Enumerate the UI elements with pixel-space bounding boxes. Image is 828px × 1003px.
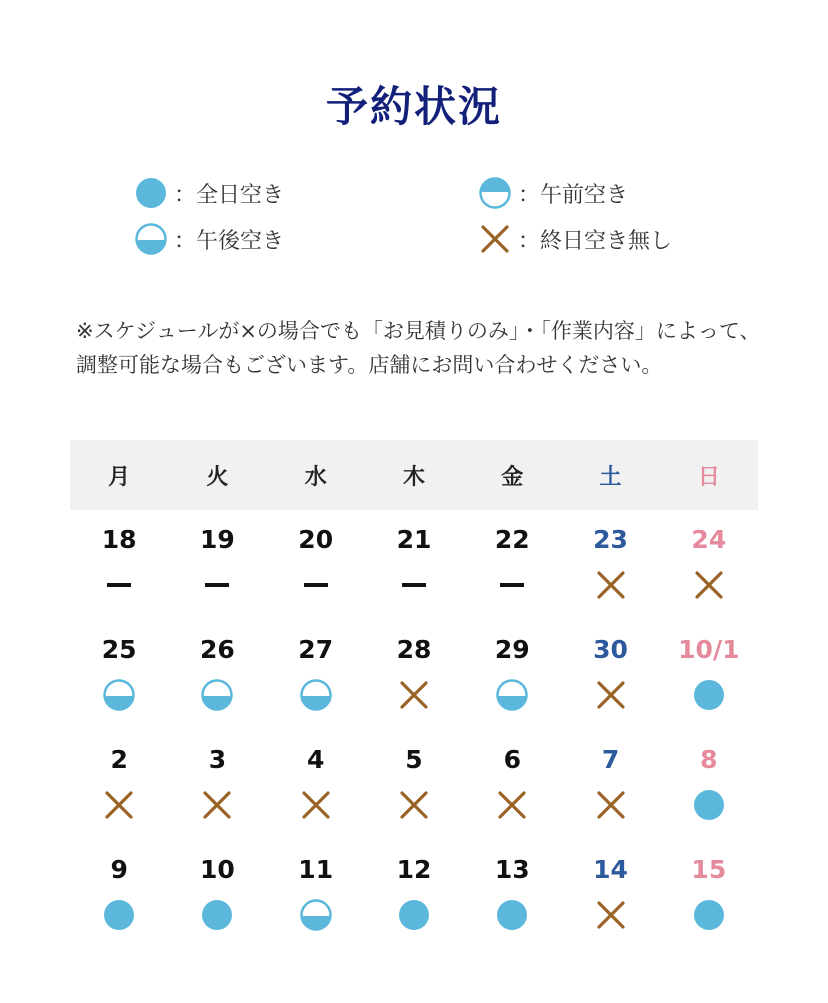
weekday-tue: 火 — [206, 464, 229, 490]
calendar-day-cell — [660, 840, 758, 950]
calendar-day-cell — [463, 840, 561, 950]
calendar-day-cell — [660, 510, 758, 620]
day-number: 13 — [494, 854, 530, 884]
weekday-wed: 水 — [304, 464, 327, 490]
weekday-thu: 木 — [402, 464, 425, 490]
day-number: 21 — [396, 524, 432, 554]
legend-none — [478, 222, 672, 256]
calendar-week-row — [70, 620, 758, 730]
cross-icon — [478, 222, 512, 256]
day-number: 8 — [700, 744, 718, 774]
cross-icon — [397, 678, 431, 730]
full-circle-icon — [692, 678, 726, 730]
afternoon-half-circle-icon — [134, 222, 168, 256]
full-circle-icon — [134, 176, 168, 210]
day-number: 19 — [200, 524, 235, 554]
day-number: 4 — [307, 744, 325, 774]
calendar-day-cell — [660, 730, 758, 840]
dash-icon — [102, 568, 136, 620]
dash-icon — [200, 568, 234, 620]
calendar-day-cell — [463, 510, 561, 620]
day-number: 30 — [593, 634, 628, 664]
cross-icon — [495, 788, 529, 840]
full-circle-icon — [692, 898, 726, 950]
cross-icon — [594, 678, 628, 730]
calendar-weekday-header — [70, 440, 758, 510]
legend-am-label: ：午前空き — [518, 182, 629, 208]
reservation-calendar — [70, 440, 758, 950]
day-number: 11 — [298, 854, 334, 884]
weekday-mon: 月 — [108, 464, 131, 490]
calendar-day-cell — [365, 840, 463, 950]
calendar-day-cell — [561, 620, 659, 730]
day-number: 7 — [601, 744, 620, 774]
day-number: 26 — [200, 634, 235, 664]
calendar-day-cell — [168, 510, 266, 620]
calendar-day-cell — [70, 840, 168, 950]
calendar-week-row — [70, 840, 758, 950]
morning-half-circle-icon — [478, 176, 512, 210]
day-number: 14 — [593, 854, 628, 884]
dash-icon — [397, 568, 431, 620]
day-number: 5 — [405, 744, 423, 774]
day-number: 10 — [200, 854, 235, 884]
day-number: 10/1 — [678, 634, 740, 664]
cross-icon — [299, 788, 333, 840]
full-circle-icon — [495, 898, 529, 950]
day-number: 18 — [101, 524, 137, 554]
calendar-day-cell — [365, 620, 463, 730]
cross-icon — [594, 898, 628, 950]
afternoon-half-circle-icon — [495, 678, 529, 730]
availability-note: ※スケジュールが×の場合でも「お見積りのみ」・「作業内容」によって、調整可能な場合もございます。店舗にお問い合わせください。 — [76, 319, 761, 377]
weekday-sun: 日 — [697, 464, 720, 490]
legend-pm — [134, 222, 284, 256]
weekday-sat: 土 — [599, 464, 622, 490]
calendar-day-cell — [365, 730, 463, 840]
calendar-day-cell — [267, 620, 365, 730]
dash-icon — [495, 568, 529, 620]
day-number: 2 — [110, 744, 128, 774]
calendar-day-cell — [168, 730, 266, 840]
full-circle-icon — [692, 788, 726, 840]
calendar-day-cell — [660, 620, 758, 730]
weekday-fri: 金 — [501, 464, 524, 490]
afternoon-half-circle-icon — [200, 678, 234, 730]
calendar-day-cell — [70, 510, 168, 620]
calendar-day-cell — [267, 510, 365, 620]
calendar-week-row — [70, 730, 758, 840]
calendar-day-cell — [267, 840, 365, 950]
day-number: 3 — [208, 744, 227, 774]
calendar-day-cell — [70, 730, 168, 840]
legend-full-label: ：全日空き — [174, 182, 285, 208]
day-number: 29 — [494, 634, 530, 664]
cross-icon — [692, 568, 726, 620]
legend-full — [134, 176, 284, 210]
full-circle-icon — [200, 898, 234, 950]
afternoon-half-circle-icon — [102, 678, 136, 730]
calendar-day-cell — [70, 620, 168, 730]
day-number: 25 — [101, 634, 137, 664]
calendar-day-cell — [168, 840, 266, 950]
legend-none-label: ：終日空き無し — [518, 228, 673, 254]
full-circle-icon — [397, 898, 431, 950]
dash-icon — [299, 568, 333, 620]
calendar-week-row — [70, 510, 758, 620]
page-title: 予約状況 — [325, 82, 502, 131]
cross-icon — [200, 788, 234, 840]
calendar-day-cell — [365, 510, 463, 620]
calendar-day-cell — [561, 510, 659, 620]
cross-icon — [102, 788, 136, 840]
full-circle-icon — [102, 898, 136, 950]
afternoon-half-circle-icon — [299, 678, 333, 730]
day-number: 15 — [691, 854, 727, 884]
day-number: 6 — [503, 744, 521, 774]
calendar-day-cell — [463, 620, 561, 730]
legend-am — [478, 176, 628, 210]
calendar-day-cell — [463, 730, 561, 840]
day-number: 20 — [298, 524, 334, 554]
cross-icon — [594, 568, 628, 620]
day-number: 24 — [691, 524, 727, 554]
legend-pm-label: ：午後空き — [174, 228, 285, 254]
day-number: 9 — [110, 854, 128, 884]
day-number: 12 — [396, 854, 432, 884]
day-number: 22 — [494, 524, 530, 554]
day-number: 27 — [298, 634, 334, 664]
calendar-body — [70, 510, 758, 950]
cross-icon — [594, 788, 628, 840]
calendar-day-cell — [561, 730, 659, 840]
afternoon-half-circle-icon — [299, 898, 333, 950]
calendar-day-cell — [561, 840, 659, 950]
day-number: 23 — [593, 524, 628, 554]
cross-icon — [397, 788, 431, 840]
calendar-day-cell — [168, 620, 266, 730]
calendar-day-cell — [267, 730, 365, 840]
day-number: 28 — [396, 634, 432, 664]
